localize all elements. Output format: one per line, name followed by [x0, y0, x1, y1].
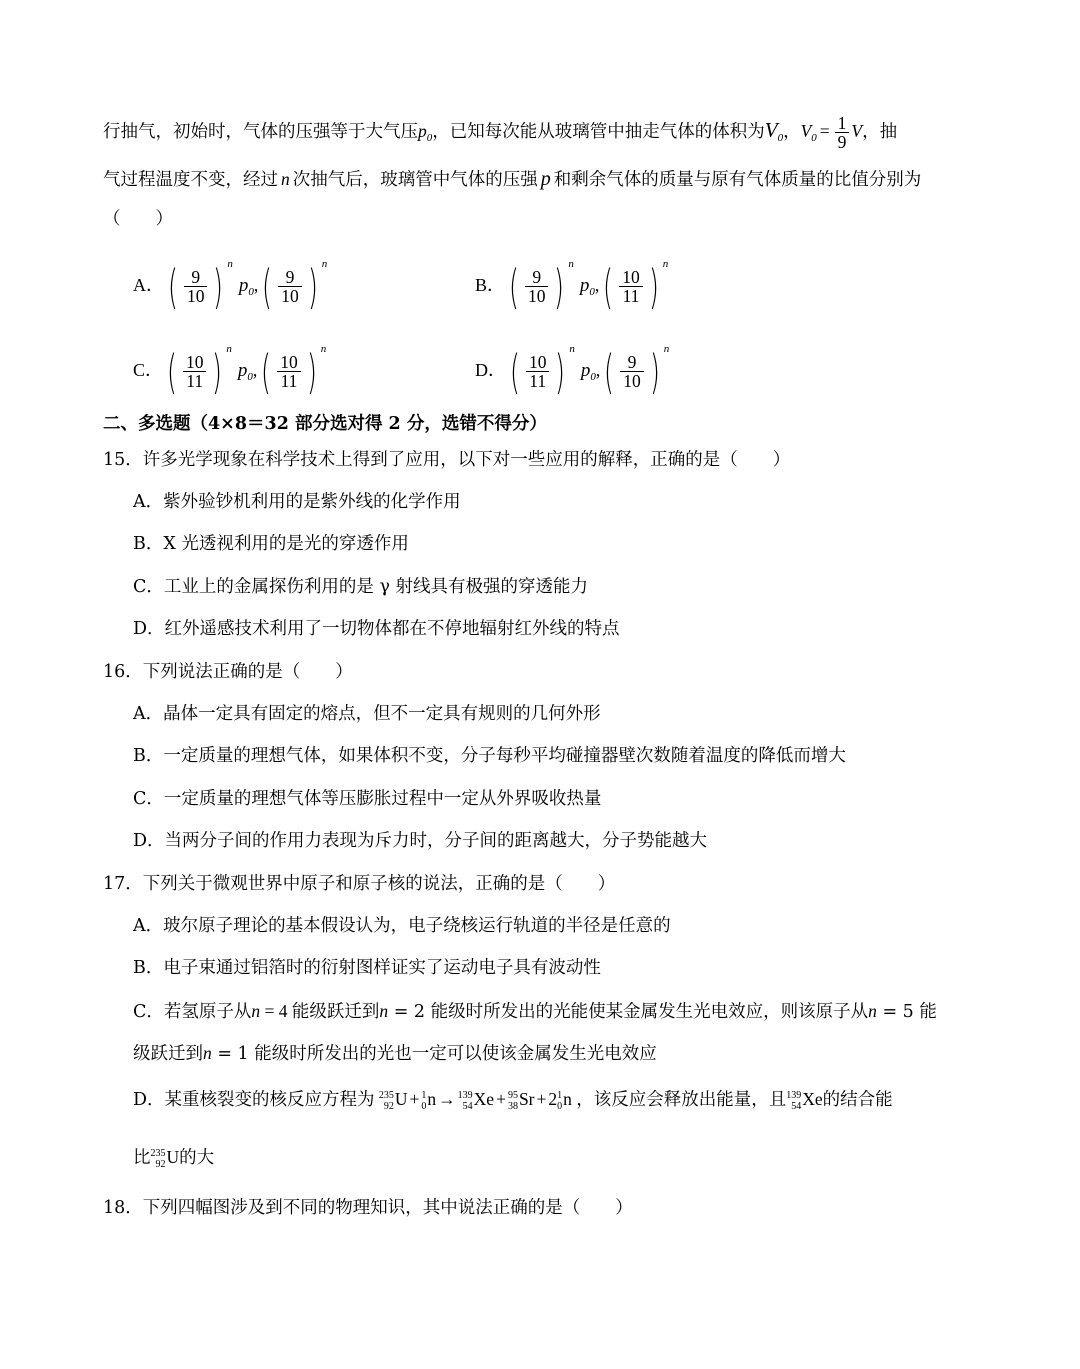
v0-equation: $V_0$ = $\frac{1}{9}$ V: [800, 113, 863, 153]
nuclide-neutron: 1 0 n: [421, 1089, 437, 1112]
nuclide-xe139: 139 54 Xe: [457, 1089, 495, 1112]
n-symbol: n: [868, 1001, 877, 1021]
nuclide-xe139: 139 54 Xe: [786, 1089, 823, 1112]
right-paren: ): [555, 344, 566, 399]
p0-symbol: $p_0$: [237, 360, 253, 383]
n-symbol: n: [251, 1001, 261, 1021]
comma: ,: [595, 360, 601, 380]
left-paren: (: [261, 344, 272, 399]
q16-option-d[interactable]: D．当两分子间的作用力表现为斥力时，分子间的距离越大，分子势能越大: [133, 831, 708, 851]
n-symbol: n: [281, 169, 290, 189]
nuclide-sr95: 95 38 Sr: [507, 1089, 535, 1112]
fraction: $\frac{10}{11}$: [277, 353, 301, 391]
q14-text: 气过程温度不变，经过: [103, 170, 278, 190]
q14-sep: ，: [783, 121, 801, 142]
exponent: n: [321, 258, 328, 270]
right-paren: ): [213, 259, 224, 314]
q15-option-c[interactable]: C．工业上的金属探伤利用的是 γ 射线具有极强的穿透能力: [133, 577, 588, 597]
nuclide-u235: 235 92 U: [150, 1147, 180, 1170]
n-symbol: n: [379, 1001, 389, 1021]
right-paren: ): [648, 259, 659, 314]
comma: ,: [252, 360, 258, 380]
q17-text: 的结合能: [822, 1090, 893, 1110]
right-paren: ): [306, 344, 317, 399]
q14-text: ，抽: [862, 121, 898, 142]
q17-text: D．某重核裂变的核反应方程为: [133, 1090, 375, 1110]
q14-option-a[interactable]: [133, 258, 328, 314]
comma: ,: [594, 275, 600, 295]
q14-line-1: [103, 114, 897, 152]
left-paren: (: [262, 259, 273, 314]
q17-option-d-line-1[interactable]: [133, 1089, 893, 1112]
q17-text: = 1 能级时所发出的光也一定可以使该金属发生光电效应: [211, 1044, 657, 1064]
right-paren: ): [649, 344, 660, 399]
left-paren: (: [167, 344, 177, 399]
q17-stem: 17．下列关于微观世界中原子和原子核的说法，正确的是（ ）: [103, 874, 616, 894]
q17-text: = 5 能: [876, 1002, 937, 1022]
p0-symbol: $p_0$: [418, 120, 433, 144]
fraction: $\frac{9}{10}$: [620, 353, 644, 391]
right-paren: ): [554, 259, 565, 314]
q14-text: 次抽气后，玻璃管中气体的压强: [292, 170, 538, 190]
fraction: $\frac{9}{10}$: [278, 268, 302, 306]
fraction: $\frac{10}{11}$: [619, 268, 643, 306]
fraction: $\frac{9}{10}$: [525, 268, 549, 306]
exponent: n: [662, 258, 669, 270]
nuclide-neutron: 1 0 n: [557, 1089, 572, 1112]
q17-option-c-line-1[interactable]: [133, 1001, 937, 1023]
q16-option-b[interactable]: B．一定质量的理想气体，如果体积不变，分子每秒平均碰撞器壁次数随着温度的降低而增大: [133, 746, 846, 766]
q18-stem: 18．下列四幅图涉及到不同的物理知识，其中说法正确的是（ ）: [103, 1198, 633, 1218]
n-symbol: n: [203, 1043, 212, 1063]
option-label: D．: [475, 360, 506, 380]
left-paren: (: [168, 259, 178, 314]
q14-option-c[interactable]: [133, 343, 327, 399]
fraction: $\frac{10}{11}$: [183, 353, 207, 391]
nuclear-reaction-equation: 235 92 U + 1 0 n → 139 54 Xe + 95 38 Sr + 2 1 0 n: [378, 1089, 572, 1112]
q17-text: 的大: [179, 1148, 215, 1168]
exponent: n: [320, 343, 327, 355]
q17-option-a[interactable]: A．玻尔原子理论的基本假设认为，电子绕核运行轨道的半径是任意的: [133, 916, 671, 936]
right-paren: ): [212, 344, 223, 399]
exponent: n: [663, 343, 670, 355]
exponent: n: [226, 343, 232, 355]
left-paren: (: [604, 344, 615, 399]
q14-option-d[interactable]: [475, 343, 670, 399]
q14-line-2: [103, 167, 921, 191]
left-paren: (: [509, 259, 519, 314]
section-heading-multi-choice: 二、多选题（4×8＝32 部分选对得 2 分，选错不得分）: [103, 414, 547, 434]
p-symbol: p: [540, 168, 551, 190]
q17-option-c-line-2: [133, 1043, 657, 1065]
q14-answer-bracket: （ ）: [103, 209, 173, 229]
nuclide-u235: 235 92 U: [378, 1089, 408, 1112]
q14-option-b[interactable]: [475, 258, 669, 314]
q16-option-a[interactable]: A．晶体一定具有固定的熔点，但不一定具有规则的几何外形: [133, 704, 601, 724]
exponent: n: [569, 343, 575, 355]
q17-option-d-line-2: [133, 1147, 214, 1170]
q17-text: ，该反应会释放出能量，且: [576, 1090, 787, 1110]
q15-option-b[interactable]: B．X 光透视利用的是光的穿透作用: [133, 534, 409, 554]
q14-text: ，已知每次能从玻璃管中抽走气体的体积为: [432, 121, 765, 142]
right-paren: ): [307, 259, 318, 314]
q17-option-b[interactable]: B．电子束通过铝箔时的衍射图样证实了运动电子具有波动性: [133, 958, 601, 978]
option-label: B．: [475, 275, 506, 295]
q17-text: = 4 能级跃迁到: [260, 1001, 380, 1021]
exponent: n: [227, 258, 233, 270]
q16-stem: 16．下列说法正确的是（ ）: [103, 662, 353, 682]
q14-text: 和剩余气体的质量与原有气体质量的比值分别为: [553, 170, 922, 190]
p0-symbol: $p_0$: [579, 275, 595, 298]
fraction: $\frac{10}{11}$: [526, 353, 550, 391]
p0-symbol: $p_0$: [580, 360, 596, 383]
q16-option-c[interactable]: C．一定质量的理想气体等压膨胀过程中一定从外界吸收热量: [133, 789, 602, 809]
p0-symbol: $p_0$: [238, 275, 254, 298]
q15-option-a[interactable]: A．紫外验钞机利用的是紫外线的化学作用: [133, 492, 461, 512]
q15-stem: 15．许多光学现象在科学技术上得到了应用，以下对一些应用的解释，正确的是（ ）: [103, 450, 791, 470]
option-label: C．: [133, 360, 164, 380]
q17-text: C．若氢原子从: [133, 1002, 252, 1022]
comma: ,: [253, 275, 259, 295]
q15-option-d[interactable]: D．红外遥感技术利用了一切物体都在不停地辐射红外线的特点: [133, 619, 620, 639]
option-label: A．: [133, 275, 164, 295]
left-paren: (: [603, 259, 614, 314]
v0-symbol: $V_0$: [764, 117, 784, 144]
left-paren: (: [510, 344, 520, 399]
q17-text: 级跃迁到: [133, 1044, 203, 1064]
fraction: $\frac{9}{10}$: [184, 268, 208, 306]
q17-text: 比: [133, 1148, 151, 1168]
q17-text: = 2 能级时所发出的光能使某金属发生光电效应，则该原子从: [388, 1002, 869, 1022]
exponent: n: [568, 258, 574, 270]
q14-text: 行抽气，初始时，气体的压强等于大气压: [103, 121, 418, 142]
